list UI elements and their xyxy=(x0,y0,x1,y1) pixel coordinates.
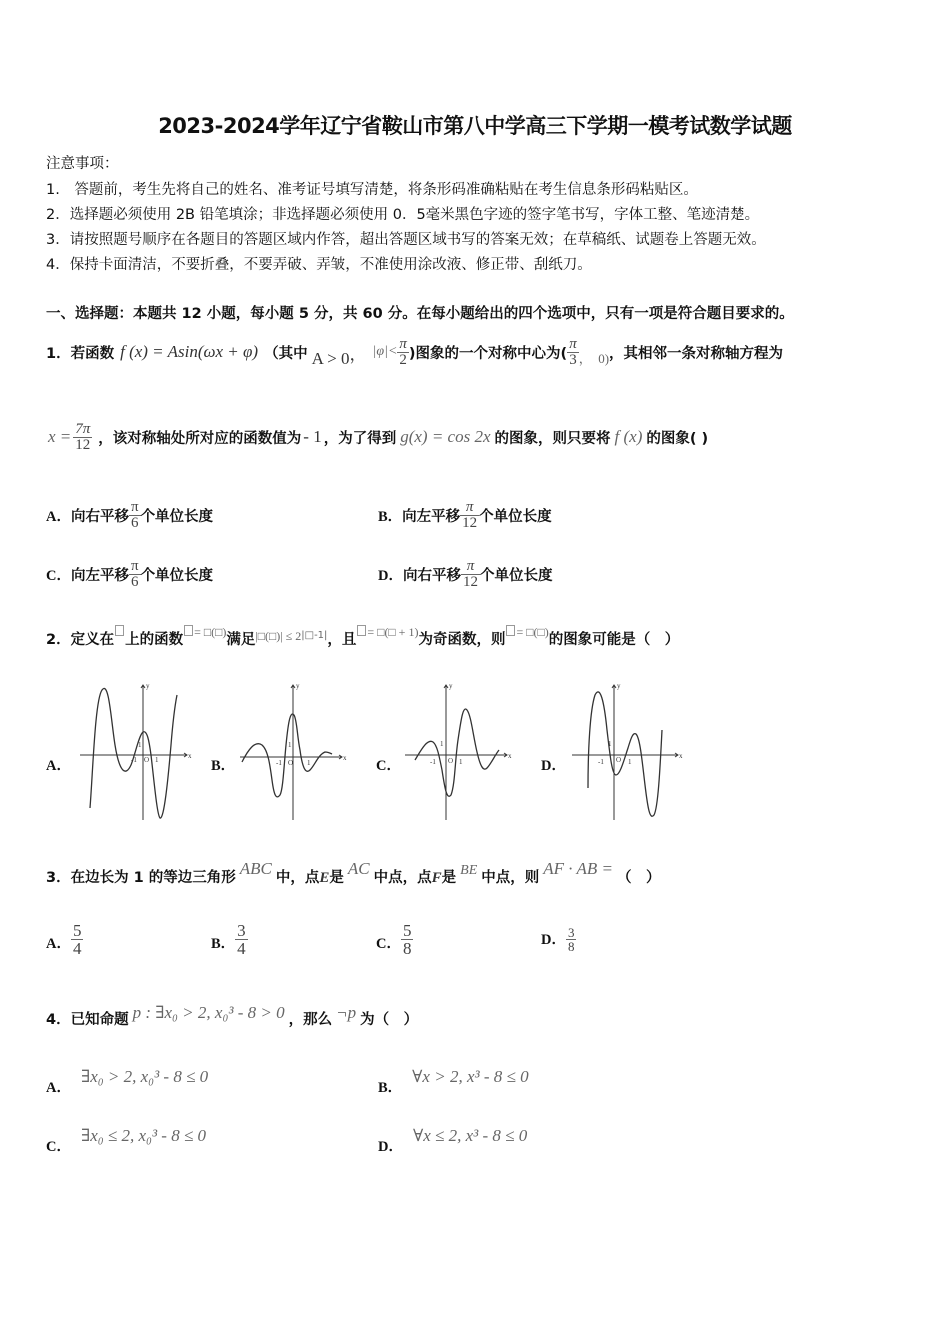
svg-text:y: y xyxy=(449,682,453,690)
svg-text:1: 1 xyxy=(307,759,311,767)
svg-text:y: y xyxy=(296,682,300,690)
q2-option-b-label[interactable]: B． xyxy=(211,758,236,774)
svg-text:-1: -1 xyxy=(131,756,137,764)
function-expression: f (x) = Asin(ωx + φ) xyxy=(120,342,259,361)
missing-glyph xyxy=(506,625,515,636)
q2-graph-d[interactable] xyxy=(560,680,690,825)
question-1-stem-continued: x = $\frac{7\pi}{12}$ ，该对称轴处所对应的函数值为 - 1 ，为了得到 g(x) = cos 2x 的图象，则只要将 f (x) 的图象( ) xyxy=(48,420,709,453)
svg-text:1: 1 xyxy=(155,756,159,764)
svg-text:1: 1 xyxy=(440,740,444,748)
q4-option-b[interactable]: B． ∀x > 2, x³ - 8 ≤ 0 xyxy=(378,1067,529,1096)
q2-option-d-label[interactable]: D． xyxy=(541,758,566,774)
q1-option-b[interactable]: B． 向左平移 $\frac{\pi}{12}$ 个单位长度 xyxy=(378,499,552,531)
exam-title: 2023-2024学年辽宁省鞍山市第八中学高三下学期一模考试数学试题 xyxy=(158,114,792,138)
svg-text:x: x xyxy=(508,752,512,760)
svg-text:x: x xyxy=(188,752,192,760)
svg-text:y: y xyxy=(617,682,621,690)
svg-text:1: 1 xyxy=(628,758,632,766)
notice-item-3: 3．请按照题号顺序在各题目的答题区域内作答，超出答题区域书写的答案无效；在草稿纸、试题卷上答题无效。 xyxy=(46,232,766,248)
question-number: 1． xyxy=(46,345,71,362)
q3-option-c[interactable]: C． $\frac{5}{8}$ xyxy=(376,921,412,958)
question-1-stem: 1． 若函数 f (x) = Asin(ωx + φ) （其中 A > 0 ， |φ|< $\frac{\pi}{2}$ )图象的一个对称中心为( $\frac{\pi}{3}$ ， 0) ，其相邻一条对称轴方程为 xyxy=(46,335,784,368)
svg-text:1: 1 xyxy=(608,740,612,748)
missing-glyph xyxy=(115,625,124,636)
q4-option-a[interactable]: A． ∃x₀ > 2, x₀³ - 8 ≤ 0 xyxy=(46,1067,209,1096)
question-2-stem: 2． 定义在 上的函数 = □(□) 满足 |□(□)| ≤ 2 $^{|□-1|}$ ，且 = □(□ + 1) 为奇函数，则 = □(□) 的图象可能是（ ） xyxy=(46,625,680,648)
q3-option-b[interactable]: B． $\frac{3}{4}$ xyxy=(211,921,246,958)
q3-option-a[interactable]: A． $\frac{5}{4}$ xyxy=(46,921,82,958)
notice-item-1: 1. 答题前，考生先将自己的姓名、准考证号填写清楚，将条形码准确粘贴在考生信息条形码粘贴区。 xyxy=(46,182,698,198)
question-3-stem: 3． 在边长为 1 的等边三角形 ABC 中，点 E 是 AC 中点，点 F 是 BE 中点，则 AF · AB = （ ） xyxy=(46,859,661,886)
section-heading: 一、选择题：本题共 12 小题，每小题 5 分，共 60 分。在每小题给出的四个选项中，只有一项是符合题目要求的。 xyxy=(46,306,794,322)
question-4-stem: 4． 已知命题 p : ∃x₀ > 2, x₀³ - 8 > 0 ，那么 ¬p 为（ ） xyxy=(46,1003,419,1028)
q1-option-d[interactable]: D． 向右平移 $\frac{\pi}{12}$ 个单位长度 xyxy=(378,558,553,590)
q2-option-c-label[interactable]: C． xyxy=(376,758,401,774)
svg-text:1: 1 xyxy=(288,741,292,749)
svg-text:-1: -1 xyxy=(598,758,604,766)
svg-text:O: O xyxy=(144,756,150,764)
svg-text:x: x xyxy=(679,752,683,760)
svg-text:x: x xyxy=(343,754,347,762)
fraction: $\frac{\pi}{3}$ xyxy=(569,335,577,368)
svg-text:O: O xyxy=(616,756,622,764)
q2-option-a-label[interactable]: A． xyxy=(46,758,71,774)
q2-graph-a[interactable] xyxy=(75,680,200,825)
svg-text:1: 1 xyxy=(138,741,142,749)
proposition-p: p : ∃x₀ > 2, x₀³ - 8 > 0 xyxy=(132,1003,285,1022)
missing-glyph xyxy=(184,625,193,636)
svg-text:O: O xyxy=(288,759,294,767)
q1-option-c[interactable]: C． 向左平移 $\frac{\pi}{6}$ 个单位长度 xyxy=(46,558,214,590)
q1-option-a[interactable]: A． 向右平移 $\frac{\pi}{6}$ 个单位长度 xyxy=(46,499,214,531)
fraction: $\frac{7\pi}{12}$ xyxy=(75,420,91,453)
q4-option-c[interactable]: C． ∃x₀ ≤ 2, x₀³ - 8 ≤ 0 xyxy=(46,1126,207,1155)
svg-text:1: 1 xyxy=(459,758,463,766)
notice-item-4: 4．保持卡面清洁，不要折叠，不要弄破、弄皱，不准使用涂改液、修正带、刮纸刀。 xyxy=(46,257,592,273)
q4-option-d[interactable]: D． ∀x ≤ 2, x³ - 8 ≤ 0 xyxy=(378,1126,528,1155)
q3-option-d[interactable]: D． $\frac{3}{8}$ xyxy=(541,925,575,954)
fraction: $\frac{\pi}{2}$ xyxy=(399,335,407,368)
svg-text:O: O xyxy=(448,757,454,765)
notice-item-2: 2．选择题必须使用 2B 铅笔填涂；非选择题必须使用 0．5毫米黑色字迹的签字笔书写，字体工整、笔迹清楚。 xyxy=(46,207,760,223)
missing-glyph xyxy=(357,625,366,636)
svg-text:-1: -1 xyxy=(276,759,282,767)
svg-text:y: y xyxy=(146,682,150,690)
notice-heading: 注意事项： xyxy=(46,156,119,172)
q2-graph-c[interactable] xyxy=(395,680,525,825)
svg-text:-1: -1 xyxy=(430,758,436,766)
q2-graph-b[interactable] xyxy=(230,680,360,825)
